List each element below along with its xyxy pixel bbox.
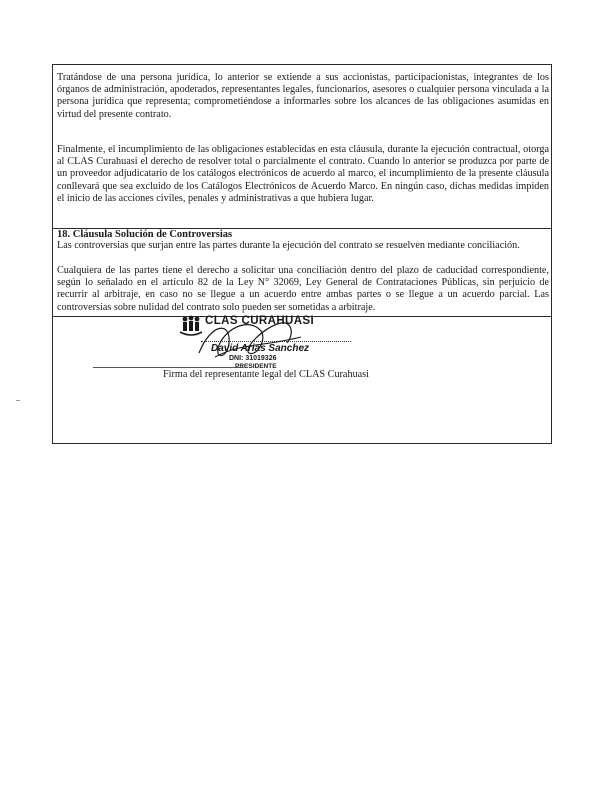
handwritten-signature	[191, 313, 311, 369]
clause18-paragraph-1: Las controversias que surjan entre las partes durante la ejecución del contrato se resuelven mediante conciliación.	[57, 240, 520, 251]
stamp-organization: CLAS CURAHUASI	[205, 315, 315, 327]
stamp-name: David Arias Sanchez	[211, 343, 310, 354]
signature-caption: Firma del representante legal del CLAS Curahuasi	[163, 369, 369, 380]
contract-page-frame	[52, 64, 552, 444]
stamp-role: PRESIDENTE	[235, 363, 277, 370]
clause18-title: 18. Cláusula Solución de Controversias	[57, 229, 233, 240]
clause17-paragraph-1: Tratándose de una persona jurídica, lo anterior se extiende a sus accionistas, participacionistas, integrantes de los órganos de administración, apoderados, representantes legales, funcionarios, asesores o cualquier persona vinculada a la persona jurídica que representa; comprometiéndose a informarles sobre los alcances de las obligaciones asumidas en virtud del presente contrato.	[57, 72, 549, 120]
official-stamp	[171, 313, 371, 373]
signature-line	[93, 367, 243, 368]
margin-mark	[16, 400, 20, 401]
clause18-paragraph-2: Cualquiera de las partes tiene el derecho a solicitar una conciliación dentro del plazo de caducidad correspondiente, según lo señalado en el artículo 82 de la Ley N° 32069, Ley General de Contrataciones Públicas, sin perjuicio de recurrir al arbitraje, en caso no se llegue a un acuerdo entre ambas partes o se llegue a un acuerdo parcial. Las controversias sobre nulidad del contrato solo pueden ser sometidas a arbitraje.	[57, 265, 549, 313]
clause17-paragraph-2: Finalmente, el incumplimiento de las obligaciones establecidas en esta cláusula, durante la ejecución contractual, otorga al CLAS Curahuasi el derecho de resolver total o parcialmente el contrato. Cuando lo anterior se produzca por parte de un proveedor adjudicatario de los catálogos electrónicos de acuerdo al marco, el incumplimiento de la presente cláusula conllevará que sea excluido de los Catálogos Electrónicos de Acuerdo Marco. En ningún caso, dichas medidas impiden el inicio de las acciones civiles, penales y administrativas a que hubiera lugar.	[57, 144, 549, 204]
stamp-dni: DNI: 31019326	[229, 355, 277, 362]
